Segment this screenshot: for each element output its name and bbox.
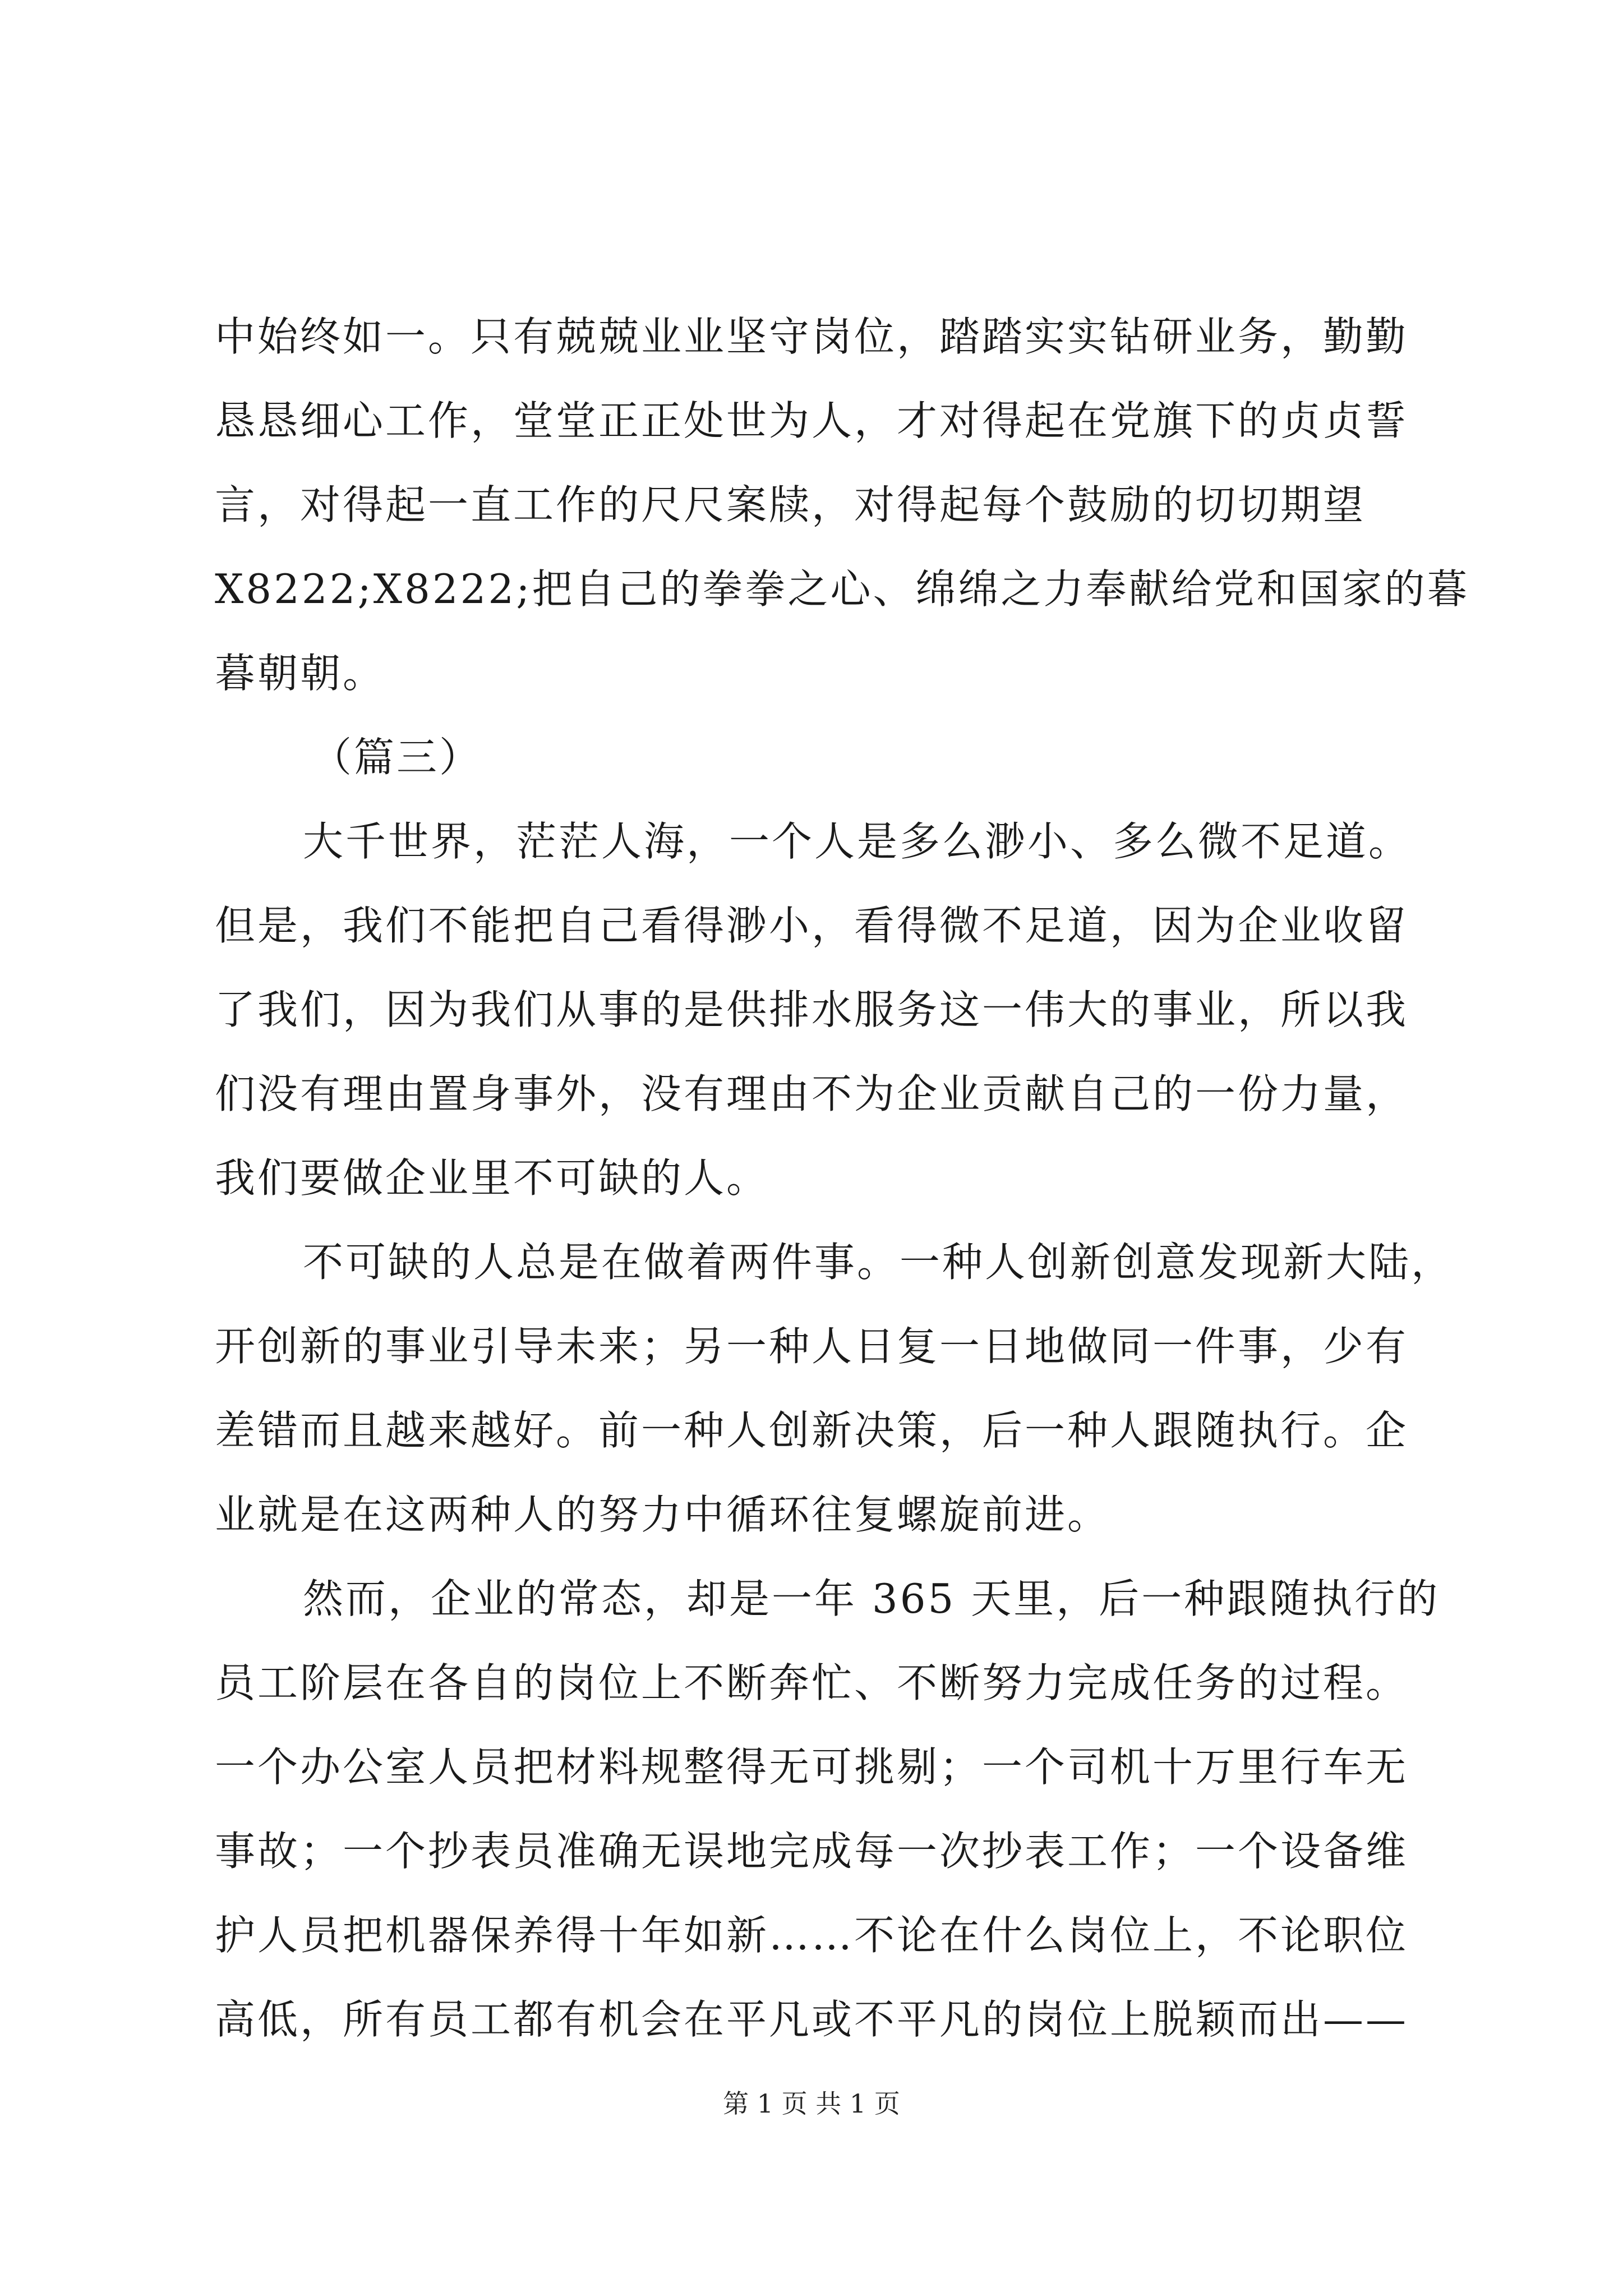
- section-heading: （篇三）: [311, 734, 482, 781]
- text-line: 高低，所有员工都有机会在平凡或不平凡的岗位上脱颖而出——: [215, 1996, 1409, 2043]
- text-line: 但是，我们不能把自己看得渺小，看得微不足道，因为企业收留: [215, 902, 1409, 949]
- text-line: 事故；一个抄表员准确无误地完成每一次抄表工作；一个设备维: [215, 1828, 1409, 1875]
- text-line: 言，对得起一直工作的尺尺案牍，对得起每个鼓励的切切期望: [215, 481, 1366, 528]
- text-line: 恳恳细心工作，堂堂正正处世为人，才对得起在党旗下的贞贞誓: [215, 397, 1409, 444]
- paragraph-first-line: 不可缺的人总是在做着两件事。一种人创新创意发现新大陆，: [303, 1239, 1454, 1286]
- text-line: 员工阶层在各自的岗位上不断奔忙、不断努力完成任务的过程。: [215, 1659, 1409, 1706]
- text-line: 开创新的事业引导未来；另一种人日复一日地做同一件事，少有: [215, 1323, 1409, 1370]
- text-line: 了我们，因为我们从事的是供排水服务这一伟大的事业，所以我: [215, 986, 1409, 1033]
- text-line: 暮朝朝。: [215, 650, 386, 697]
- paragraph-first-line: 然而，企业的常态，却是一年 365 天里，后一种跟随执行的: [303, 1575, 1440, 1622]
- text-line: 差错而且越来越好。前一种人创新决策，后一种人跟随执行。企: [215, 1407, 1409, 1454]
- text-line: 护人员把机器保养得十年如新……不论在什么岗位上，不论职位: [215, 1912, 1409, 1959]
- text-line: 们没有理由置身事外，没有理由不为企业贡献自己的一份力量，: [215, 1070, 1409, 1117]
- paragraph-first-line: 大千世界，茫茫人海，一个人是多么渺小、多么微不足道。: [303, 818, 1412, 865]
- page-number-footer: 第 1 页 共 1 页: [723, 2088, 900, 2119]
- text-line: X8222;X8222;把自己的拳拳之心、绵绵之力奉献给党和国家的暮: [215, 565, 1470, 613]
- text-line: 业就是在这两种人的努力中循环往复螺旋前进。: [215, 1491, 1110, 1538]
- text-line: 我们要做企业里不可缺的人。: [215, 1154, 769, 1202]
- text-line: 一个办公室人员把材料规整得无可挑剔；一个司机十万里行车无: [215, 1743, 1409, 1791]
- text-line: 中始终如一。只有兢兢业业坚守岗位，踏踏实实钻研业务，勤勤: [215, 313, 1409, 360]
